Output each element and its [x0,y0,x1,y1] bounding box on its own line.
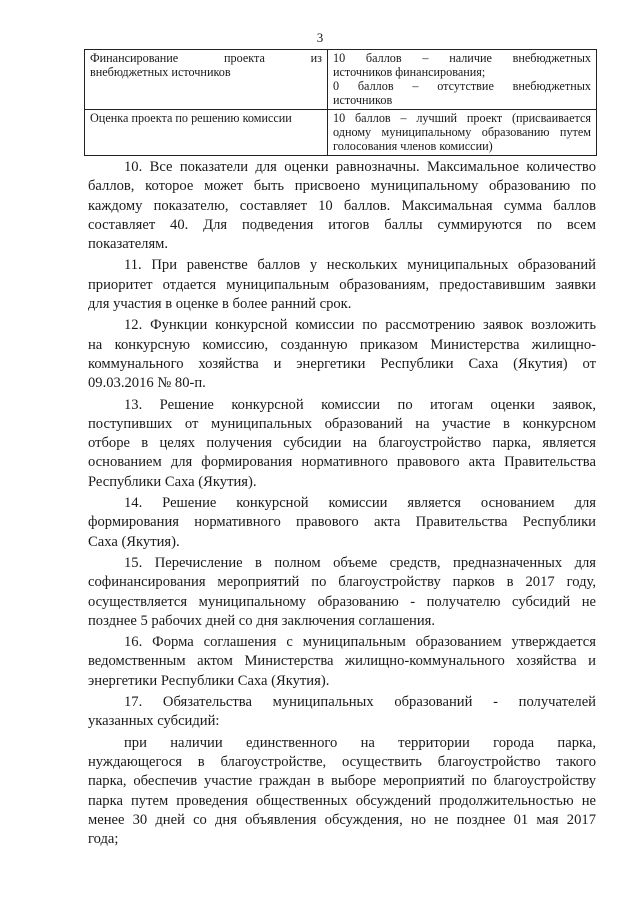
paragraph [88,396,596,492]
paragraph-line: поступивших от муниципальных образований на участие в конкурсном [88,415,596,432]
paragraph-line: коммунального хозяйства и энергетики Республики Саха (Якутия) от [88,355,596,372]
criteria-table [84,49,597,156]
page-number: 3 [316,30,324,45]
paragraph-line: 16. Форма соглашения с муниципальным образованием утверждается [124,634,596,651]
paragraph-line: менее 30 дней со дня объявления обсуждения, но не позднее 01 мая 2017 [88,811,596,828]
paragraph-line: парка, обеспечив участие граждан в выборе мероприятий по благоустройству [88,773,596,790]
paragraph-line: года; [88,831,119,848]
paragraph-line: баллов, которое может быть присвоено муниципальному образованию по [88,178,596,195]
paragraph-line: 12. Функции конкурсной комиссии по рассмотрению заявок возложить [124,317,596,334]
score-line: голосования членов комиссии) [333,139,493,153]
paragraph [88,158,596,254]
paragraph [88,316,596,393]
criterion-line: Оценка проекта по решению комиссии [90,111,292,125]
paragraph [88,633,596,691]
paragraph-line: софинансирования мероприятий по благоустройству парков в 2017 году, [88,574,596,591]
score-line: источников [333,93,393,107]
paragraph-line: 09.03.2016 № 80-п. [88,375,206,392]
paragraph-line: указанных субсидий: [88,713,220,730]
document-body [88,158,596,851]
paragraph-line: при наличии единственного на территории города парка, [124,734,596,751]
score-cell [328,50,597,110]
paragraph-line: каждому показателю, составляет 10 баллов. Максимальная сумма баллов [88,197,596,214]
paragraph-line: 14. Решение конкурсной комиссии является основанием для [124,495,596,512]
paragraph-line: 10. Все показатели для оценки равнозначны. Максимальное количество [124,159,596,175]
score-cell [328,110,597,156]
score-line: 10 баллов – наличие внебюджетных [333,51,591,65]
criterion-line: внебюджетных источников [90,65,231,79]
paragraph-line: приоритет отдается муниципальным образованиям, предоставившим заявки [88,276,596,293]
paragraph-line: показателям. [88,236,169,253]
paragraph-line: нуждающегося в благоустройстве, осуществить благоустройство такого [88,753,596,770]
paragraph-line: 17. Обязательства муниципальных образований - получателей [124,694,596,711]
paragraph-line: для участия в оценке в более ранний срок. [88,296,352,313]
paragraph [88,494,596,552]
paragraph [88,693,596,732]
paragraph-line: 15. Перечисление в полном объеме средств, предназначенных для [124,554,596,571]
score-line: 10 баллов – лучший проект (присваивается [333,111,591,125]
criterion-cell [85,50,328,110]
paragraph-line: 13. Решение конкурсной комиссии по итогам оценки заявок, [124,396,596,413]
paragraph-line: отборе в целях получения субсидии на благоустройство парка, является [88,435,596,452]
paragraph-line: составляет 40. Для подведения итогов баллы суммируются по всем [88,216,596,233]
paragraph-line: основанием для формирования нормативного правового акта Правительства [88,454,596,471]
paragraph-line: осуществляется муниципальному образованию - получателю субсидий не [88,593,596,610]
score-line: 0 баллов – отсутствие внебюджетных [333,79,591,93]
paragraph-line: парка путем проведения общественных обсуждений продолжительностью не [88,792,596,809]
paragraph-line: энергетики Республики Саха (Якутия). [88,672,330,689]
criterion-cell [85,110,328,156]
score-line: источников финансирования; [333,65,486,79]
paragraph [88,256,596,314]
paragraph-line: формирования нормативного правового акта Правительства Республики [88,514,596,531]
table-row [85,50,597,110]
paragraph [88,734,596,850]
paragraph-line: позднее 5 рабочих дней со дня заключения соглашения. [88,612,436,629]
paragraph [88,554,596,631]
paragraph-line: Республики Саха (Якутия). [88,473,257,490]
paragraph-line: ведомственным актом Министерства жилищно-коммунального хозяйства и [88,653,596,670]
paragraph-line: Саха (Якутия). [88,533,180,550]
table-row [85,110,597,156]
criterion-line: Финансирование проекта из [90,51,322,65]
paragraph-line: на конкурсную комиссию, созданную приказом Министерства жилищно- [88,336,596,353]
score-line: одному муниципальному образованию путем [333,125,591,139]
paragraph-line: 11. При равенстве баллов у нескольких муниципальных образований [124,257,596,274]
